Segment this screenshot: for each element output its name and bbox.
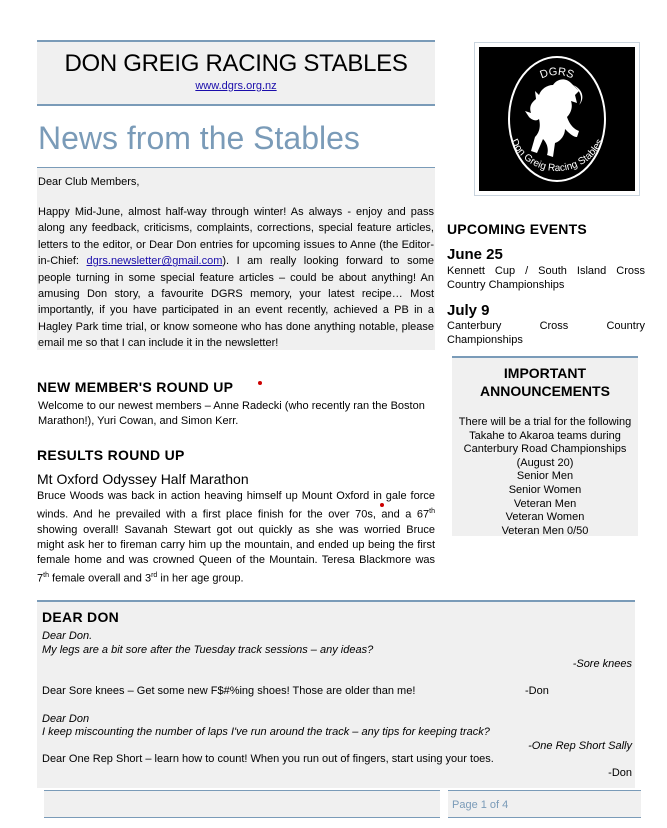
answer-signature: -Don [525, 685, 549, 697]
announcements-heading-line: IMPORTANT [503, 365, 587, 381]
upcoming-events-heading: UPCOMING EVENTS [447, 221, 587, 237]
announcements-panel [452, 356, 638, 536]
website-link[interactable]: www.dgrs.org.nz [195, 80, 277, 92]
event-date: July 9 [447, 302, 490, 319]
announcement-line: Veteran Women [505, 511, 585, 524]
announcements-body [452, 416, 638, 538]
ordinal-suffix: th [429, 508, 435, 515]
dear-don-panel [37, 600, 635, 788]
ordinal-suffix: rd [151, 571, 158, 579]
logo-top-text: DGRS [538, 65, 576, 82]
results-text-c: female overall and 3 [48, 572, 152, 585]
greeting: Dear Club Members, [38, 176, 140, 188]
ordinal-suffix: th [43, 571, 49, 579]
question-signature: -Sore knees [572, 658, 632, 670]
announcement-line: There will be a trial for the following [458, 416, 632, 428]
new-member-heading: NEW MEMBER'S ROUND UP [37, 379, 234, 395]
footer-left [44, 790, 440, 818]
announcement-line: Veteran Men [513, 497, 577, 510]
news-title: News from the Stables [38, 120, 360, 156]
question-text: I keep miscounting the number of laps I've run around the track – any tips for keeping track? [42, 726, 490, 738]
intro-text-2: ). I am really looking forward to some people turning in some special feature articles – could be about anything! An amusing Don story, a favourite DGRS memory, your latest recipe… Most importantly, if you have participated in an event recently, achieved a PB in a Hagley Park time trial, or know someone who has done anything notable, please email me so that I can include it in the newsletter! [38, 255, 434, 350]
answer-text: Dear One Rep Short – learn how to count! When you run out of fingers, start using your toes. [42, 753, 494, 765]
results-text [37, 489, 435, 586]
answer-text: Dear Sore knees – Get some new F$#%ing shoes! Those are older than me! [42, 685, 416, 697]
announcement-line: Senior Women [508, 483, 582, 496]
dear-don-heading: DEAR DON [42, 609, 120, 625]
question-salutation: Dear Don. [42, 630, 93, 642]
intro-panel [37, 167, 435, 350]
announcement-line: (August 20) [516, 456, 574, 469]
svg-text:DGRS [538, 66, 575, 81]
event-description: Kennett Cup / South Island Cross Country Championships [447, 265, 645, 291]
page-number: Page 1 of 4 [452, 799, 509, 811]
masthead-title: DON GREIG RACING STABLES [64, 50, 408, 77]
question-salutation: Dear Don [42, 713, 90, 725]
footer-right [448, 790, 641, 818]
new-member-text: Welcome to our newest members – Anne Radecki (who recently ran the Boston Marathon!), Yuri Cowan, and Simon Kerr. [38, 400, 425, 427]
dgrs-seal [479, 47, 635, 191]
announcement-line: Takahe to Akaroa teams during [469, 429, 621, 442]
red-marker [258, 381, 262, 385]
event-description: Canterbury Cross Country Championships [447, 320, 645, 346]
results-text-b: showing overall! Savanah Stewart got out quickly as she was worried Bruce might ask her to fireman carry him up the mountain, and ended up being the first female home and was crowned Queen of the Mountain. Teresa Blackmore was 7 [37, 523, 435, 585]
results-text-a: Bruce Woods was back in action heaving himself up Mount Oxford in gale force winds. And he prevailed with a first place finish for the over 70s, and a 67 [37, 490, 435, 521]
masthead [37, 40, 435, 106]
editor-email-link[interactable]: dgrs.newsletter@gmail.com [86, 255, 223, 268]
event-title: Mt Oxford Odyssey Half Marathon [37, 471, 249, 487]
question-signature: -One Rep Short Sally [528, 740, 632, 752]
event-date: June 25 [447, 246, 503, 263]
logo-background [479, 47, 635, 191]
rearing-horse-icon [525, 79, 582, 157]
announcement-line: Canterbury Road Championships [463, 443, 627, 456]
intro-text-1: Happy Mid-June, almost half-way through winter! As always - enjoy and pass along any feedback, criticisms, complaints, corrections, special feature articles, letters to the editor, or Dear Don entries for upcoming issues to Anne (the Editor-in-Chief: [38, 206, 434, 268]
logo-bottom-text: Don Greig Racing Stables [508, 137, 606, 175]
red-marker [380, 503, 384, 507]
announcement-line: Veteran Men 0/50 [501, 524, 589, 537]
question-text: My legs are a bit sore after the Tuesday track sessions – any ideas? [42, 644, 374, 656]
club-logo [474, 42, 640, 196]
svg-text:Don Greig Racing Stables [508, 137, 605, 174]
announcements-heading-line: ANNOUNCEMENTS [480, 383, 610, 399]
results-text-d: in her age group. [157, 572, 244, 585]
intro-paragraph [38, 204, 434, 352]
answer-signature: -Don [608, 767, 632, 779]
announcements-heading [452, 364, 638, 400]
announcement-line: Senior Men [516, 470, 574, 483]
results-heading: RESULTS ROUND UP [37, 447, 185, 463]
